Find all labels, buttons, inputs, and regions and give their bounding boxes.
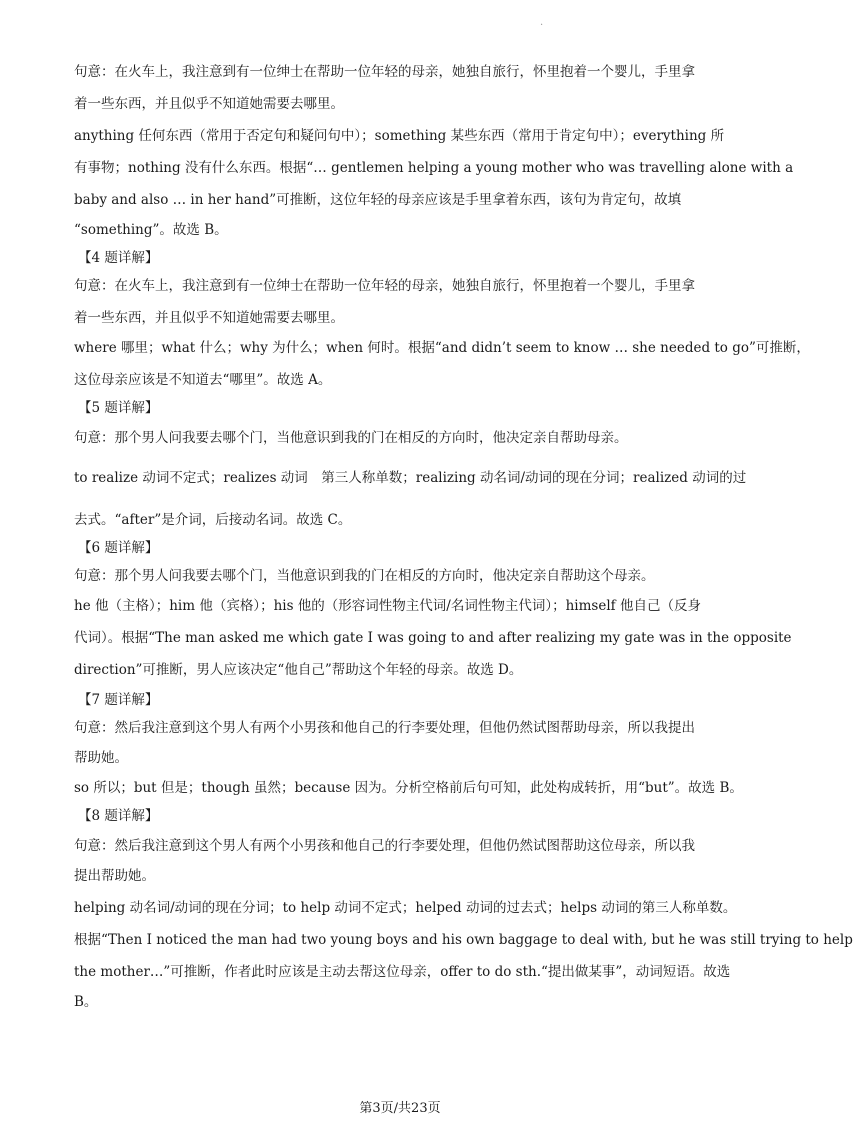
text-line: 句意：然后我注意到这个男人有两个小男孩和他自己的行李要处理，但他仍然试图帮助母亲，所以我提出 [74,720,695,736]
text-line: 去式。“after”是介词，后接动名词。故选 C。 [74,512,352,528]
section-heading: 【6 题详解】 [78,540,159,556]
text-line: direction”可推断，男人应该决定“他自己”帮助这个年轻的母亲。故选 D。 [74,662,523,678]
scan-speck: . [540,17,544,28]
text-line: 帮助她。 [74,750,128,766]
text-line: to realize 动词不定式；realizes 动词 第三人称单数；realizing 动名词/动词的现在分词；realized 动词的过 [74,470,747,486]
text-line: 根据“Then I noticed the man had two young boys and his own baggage to deal with, but he was still trying to help [74,932,853,948]
text-line: anything 任何东西（常用于否定句和疑问句中）；something 某些东西（常用于肯定句中）；everything 所 [74,128,725,144]
text-line: 有事物；nothing 没有什么东西。根据“… gentlemen helping a young mother who was travelling alone with a [74,160,794,176]
text-line: he 他（主格）；him 他（宾格）；his 他的（形容词性物主代词/名词性物主代词）；himself 他自己（反身 [74,598,701,614]
text-line: 提出帮助她。 [74,868,155,884]
page-number: 第3页/共23页 [359,1101,441,1116]
text-line: where 哪里；what 什么；why 为什么；when 何时。根据“and didn’t seem to know … she needed to go”可推断， [74,340,810,356]
text-line: 着一些东西，并且似乎不知道她需要去哪里。 [74,310,344,326]
text-line: helping 动名词/动词的现在分词；to help 动词不定式；helped 动词的过去式；helps 动词的第三人称单数。 [74,900,737,916]
text-line: so 所以；but 但是；though 虽然；because 因为。分析空格前后句可知，此处构成转折，用“but”。故选 B。 [74,780,743,796]
section-heading: 【7 题详解】 [78,692,159,708]
section-heading: 【4 题详解】 [78,250,159,266]
text-line: 句意：在火车上，我注意到有一位绅士在帮助一位年轻的母亲，她独自旅行，怀里抱着一个婴儿，手里拿 [74,64,695,80]
text-line: 着一些东西，并且似乎不知道她需要去哪里。 [74,96,344,112]
text-line: “something”。故选 B。 [74,222,228,238]
text-line: 句意：在火车上，我注意到有一位绅士在帮助一位年轻的母亲，她独自旅行，怀里抱着一个婴儿，手里拿 [74,278,695,294]
section-heading: 【5 题详解】 [78,400,159,416]
text-line: 代词）。根据“The man asked me which gate I was going to and after realizing my gate was in the opposite [74,630,792,646]
text-line: B。 [74,994,98,1010]
text-line: 句意：那个男人问我要去哪个门，当他意识到我的门在相反的方向时，他决定亲自帮助这个母亲。 [74,568,655,584]
text-line: 句意：然后我注意到这个男人有两个小男孩和他自己的行李要处理，但他仍然试图帮助这位母亲，所以我 [74,838,695,854]
text-line: 句意：那个男人问我要去哪个门，当他意识到我的门在相反的方向时，他决定亲自帮助母亲。 [74,430,628,446]
text-line: baby and also … in her hand”可推断，这位年轻的母亲应该是手里拿着东西，该句为肯定句，故填 [74,192,682,208]
text-line: 这位母亲应该是不知道去“哪里”。故选 A。 [74,372,332,388]
text-line: the mother…”可推断，作者此时应该是主动去帮这位母亲，offer to do sth.“提出做某事”，动词短语。故选 [74,964,731,980]
section-heading: 【8 题详解】 [78,808,159,824]
